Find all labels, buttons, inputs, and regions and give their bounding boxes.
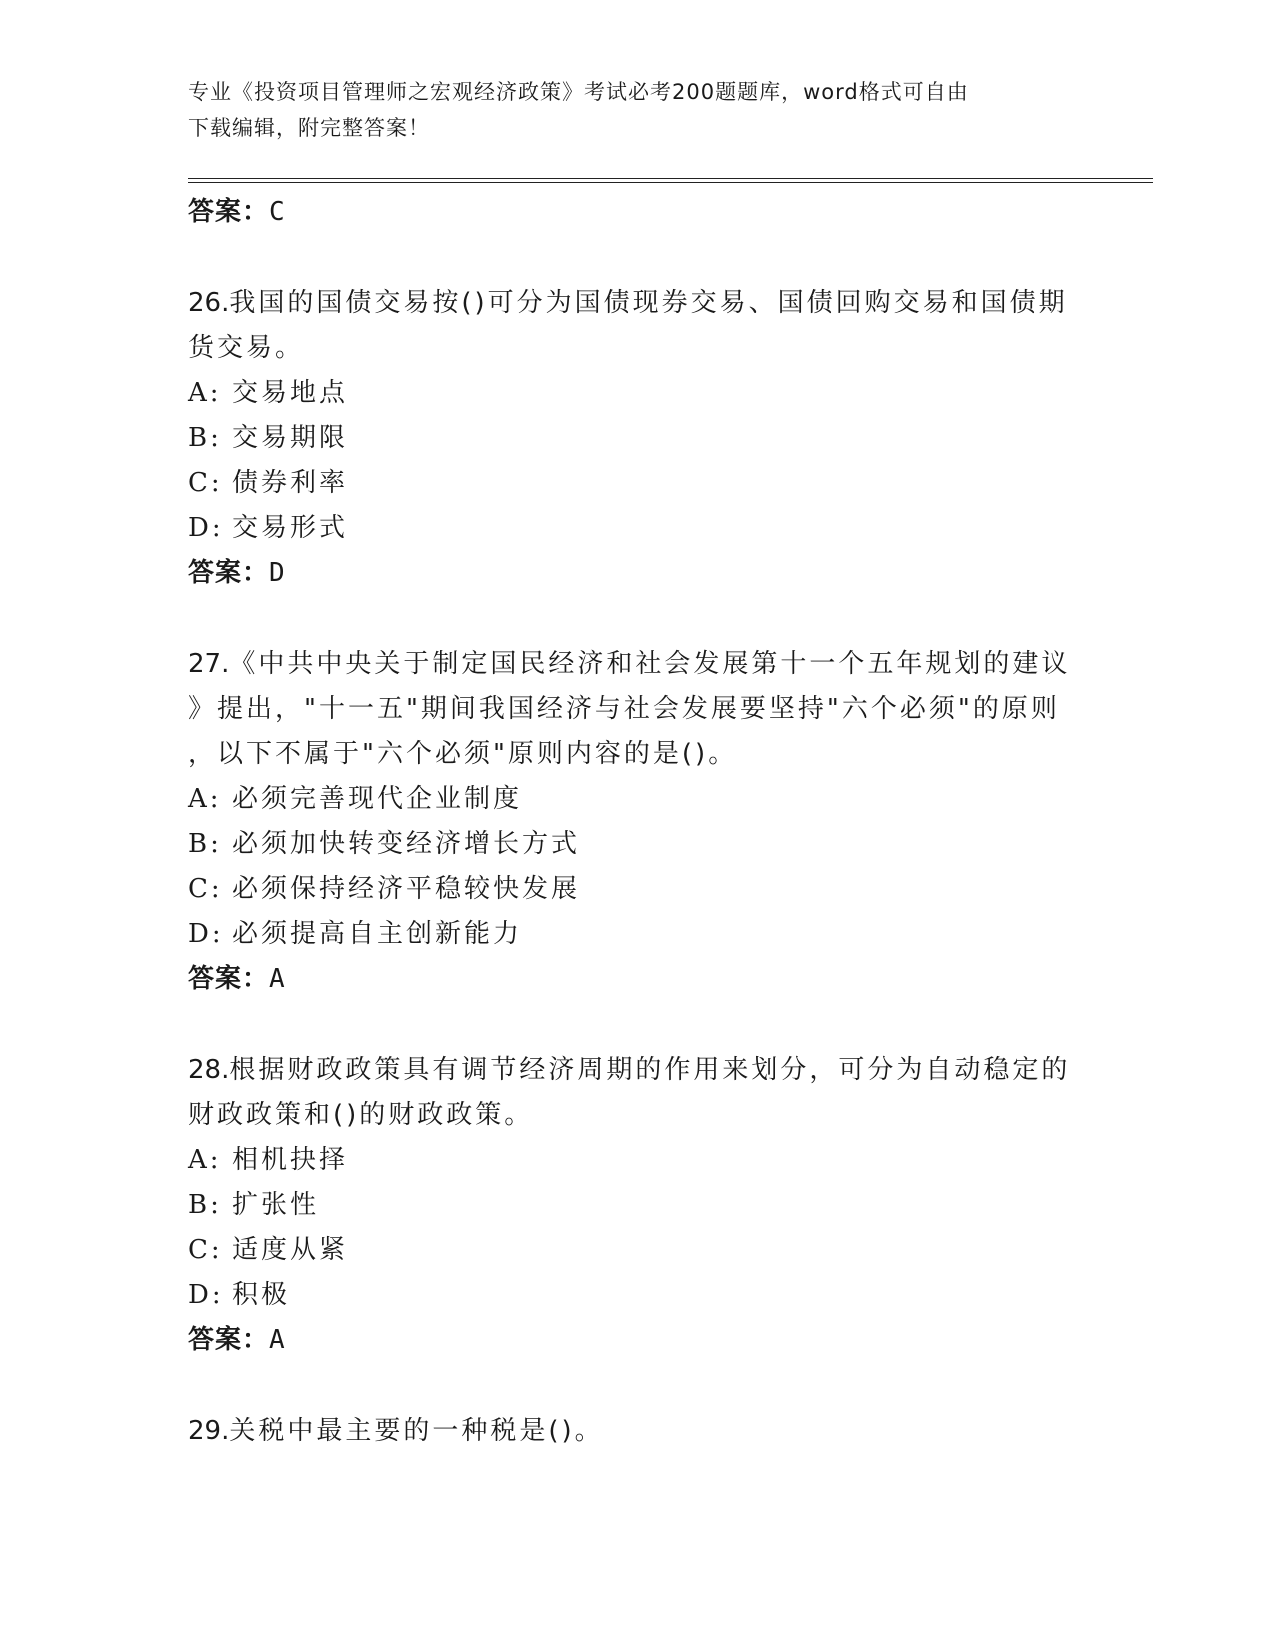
question-number: 27. xyxy=(188,649,230,679)
option-a: A: 必须完善现代企业制度 xyxy=(188,784,523,814)
question-28 xyxy=(188,1048,1071,1363)
option-b: B: 必须加快转变经济增长方式 xyxy=(188,829,581,859)
question-list xyxy=(188,190,1071,1454)
header-line-2: 下载编辑，附完整答案！ xyxy=(188,116,430,140)
question-26 xyxy=(188,281,1068,596)
header-line-1: 专业《投资项目管理师之宏观经济政策》考试必考200题题库，word格式可自由 xyxy=(188,80,969,104)
previous-answer xyxy=(188,190,1068,235)
question-27 xyxy=(188,642,1071,1002)
question-29 xyxy=(188,1409,1068,1454)
question-text-line: 27.《中共中央关于制定国民经济和社会发展第十一个五年规划的建议 xyxy=(188,649,1071,679)
answer: 答案：D xyxy=(188,558,286,588)
header-divider-top xyxy=(188,178,1153,179)
question-text-line: ，以下不属于"六个必须"原则内容的是()。 xyxy=(188,739,738,769)
question-number: 26. xyxy=(188,288,230,318)
answer-label: 答案： xyxy=(188,197,270,227)
option-d: D: 交易形式 xyxy=(188,513,349,543)
option-d: D: 必须提高自主创新能力 xyxy=(188,919,523,949)
option-a: A: 相机抉择 xyxy=(188,1145,349,1175)
question-text-line: 28.根据财政政策具有调节经济周期的作用来划分，可分为自动稳定的 xyxy=(188,1055,1071,1085)
document-header xyxy=(188,74,1068,146)
answer-value: C xyxy=(269,197,286,227)
option-d: D: 积极 xyxy=(188,1280,291,1310)
option-c: C: 债券利率 xyxy=(188,468,349,498)
option-b: B: 扩张性 xyxy=(188,1190,320,1220)
question-number: 28. xyxy=(188,1055,230,1085)
question-text-line: 财政政策和()的财政政策。 xyxy=(188,1100,534,1130)
option-a: A: 交易地点 xyxy=(188,378,349,408)
option-b: B: 交易期限 xyxy=(188,423,349,453)
option-c: C: 适度从紧 xyxy=(188,1235,349,1265)
question-text-line: 》提出，"十一五"期间我国经济与社会发展要坚持"六个必须"的原则 xyxy=(188,694,1060,724)
question-text-line: 货交易。 xyxy=(188,333,305,363)
question-number: 29. xyxy=(188,1416,230,1446)
answer: 答案：A xyxy=(188,964,286,994)
answer: 答案：A xyxy=(188,1325,286,1355)
question-text-line: 29.关税中最主要的一种税是()。 xyxy=(188,1416,604,1446)
header-divider-bottom xyxy=(188,182,1153,183)
option-c: C: 必须保持经济平稳较快发展 xyxy=(188,874,581,904)
question-text-line: 26.我国的国债交易按()可分为国债现券交易、国债回购交易和国债期 xyxy=(188,288,1068,318)
